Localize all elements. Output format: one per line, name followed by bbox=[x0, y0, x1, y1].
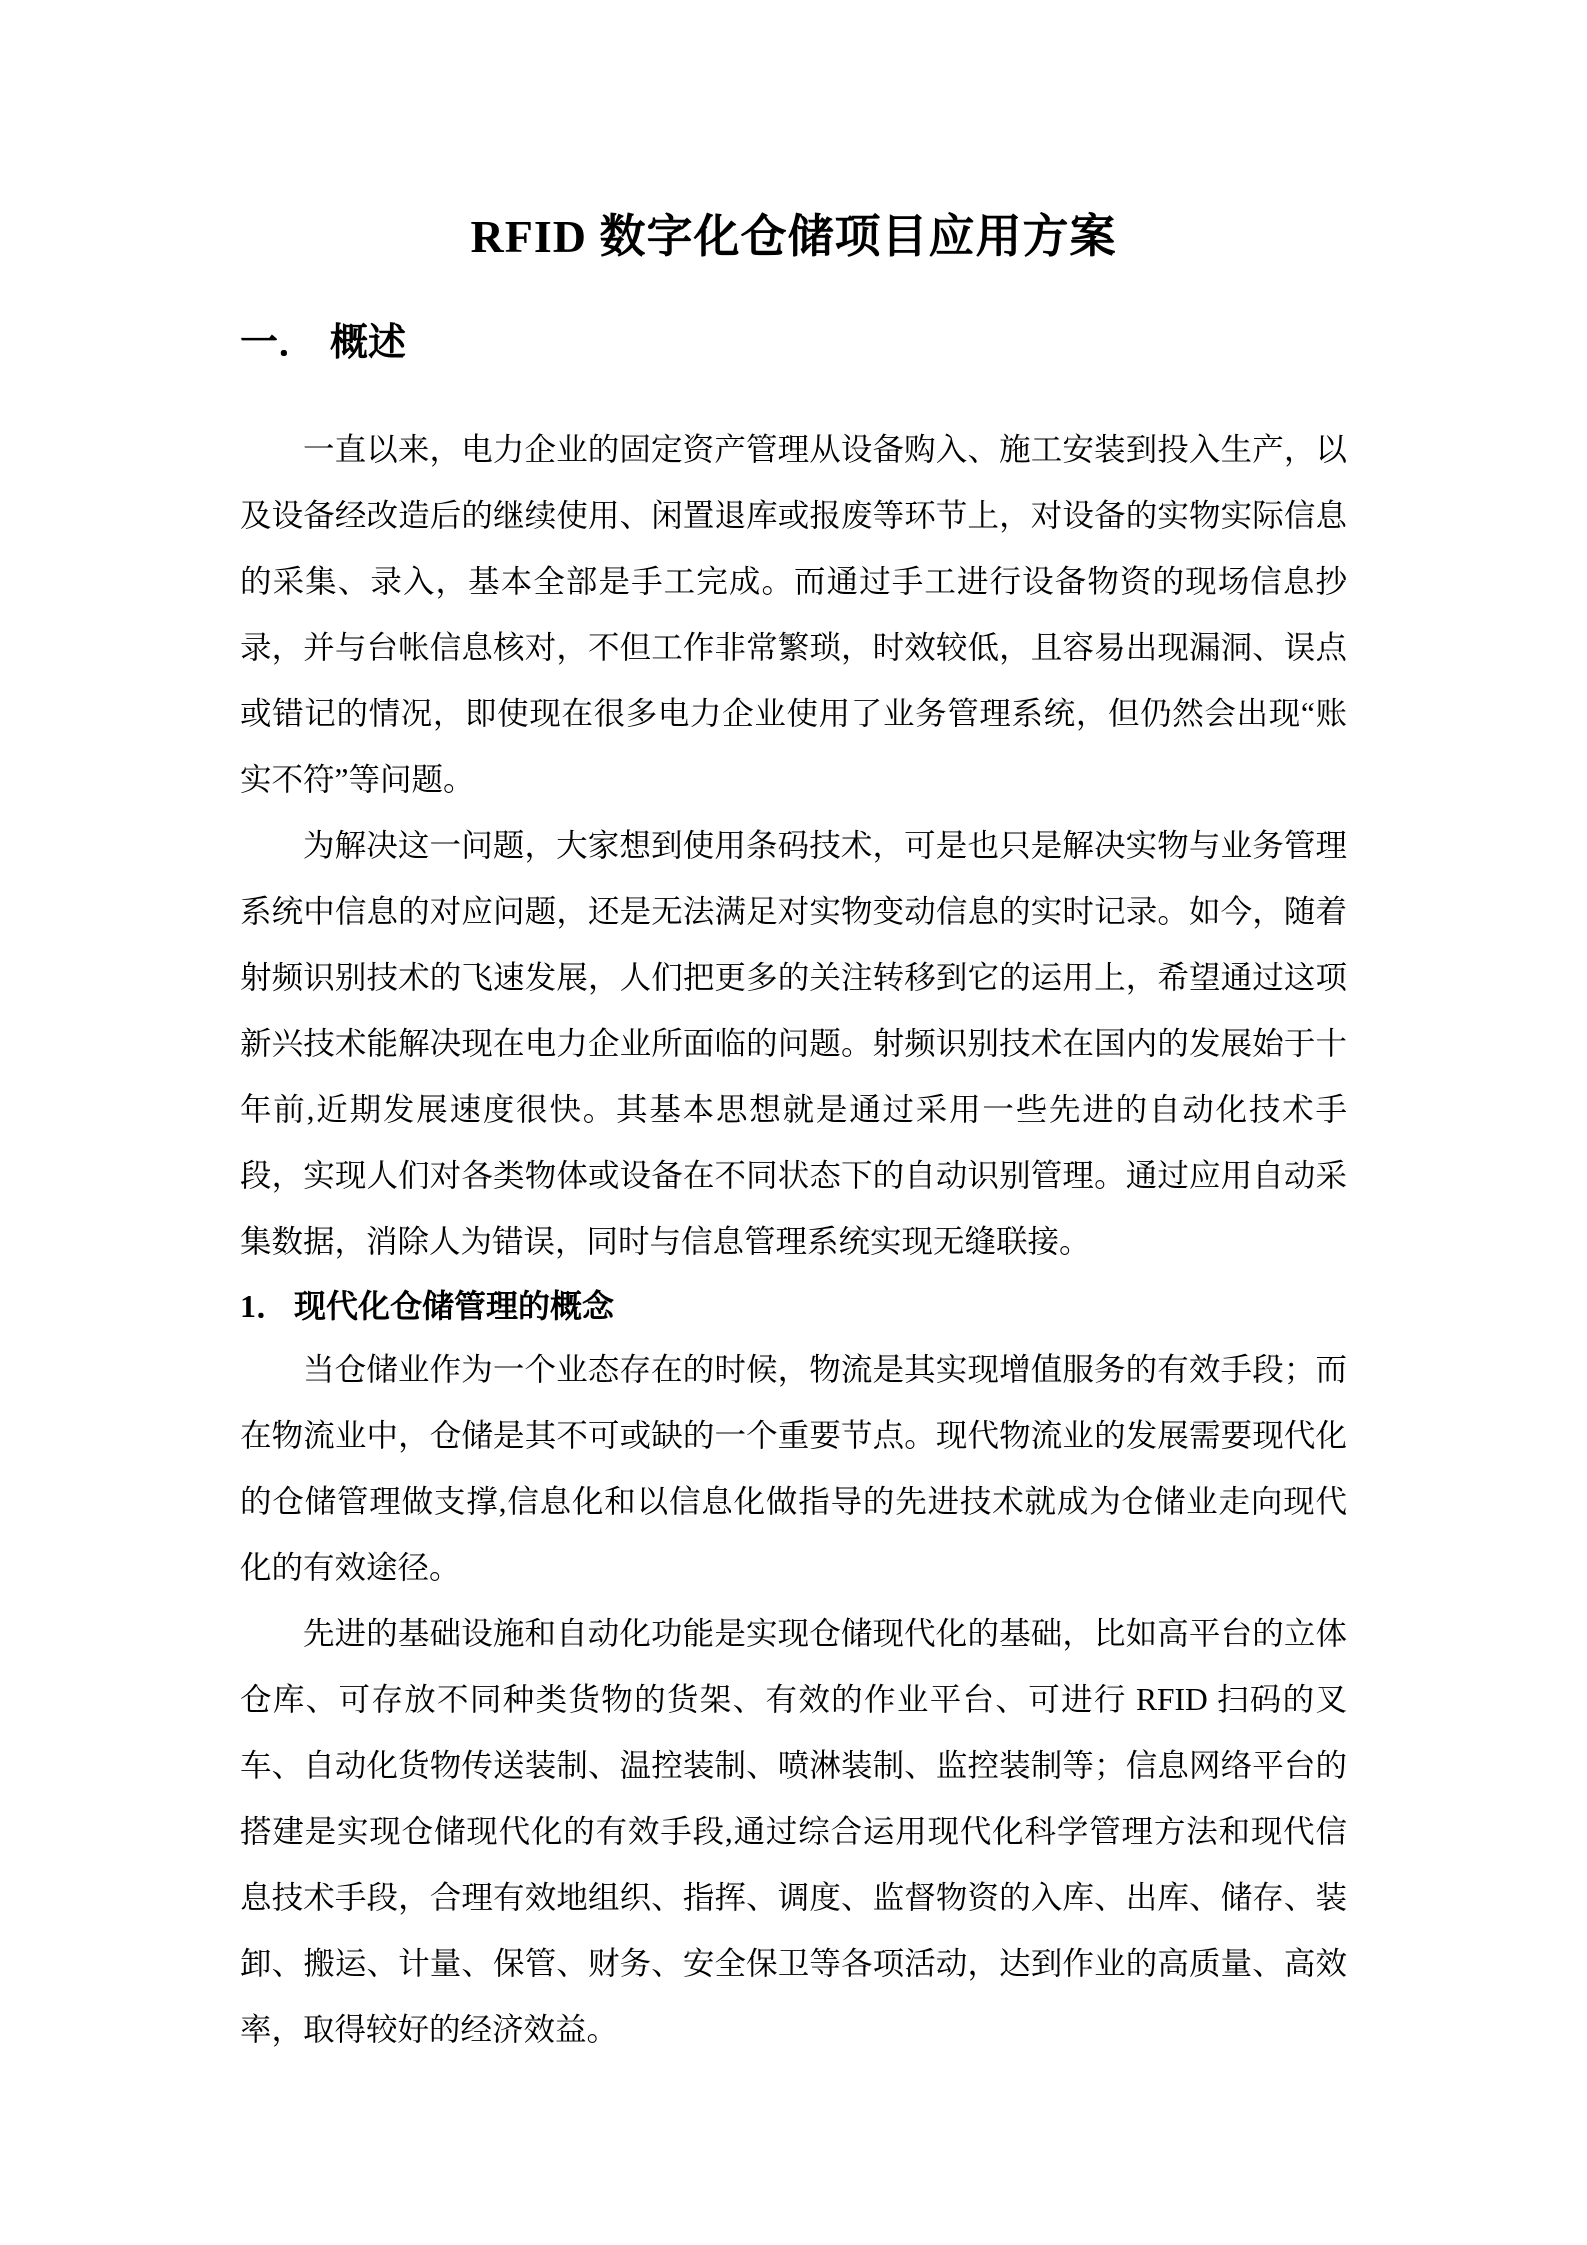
subsection-title: 现代化仓储管理的概念 bbox=[294, 1288, 615, 1324]
subsection-number: 1． bbox=[240, 1288, 289, 1324]
section-number: 一． bbox=[240, 322, 317, 364]
paragraph-overview-2: 为解决这一问题，大家想到使用条码技术，可是也只是解决实物与业务管理系统中信息的对应问题，还是无法满足对实物变动信息的实时记录。如今，随着射频识别技术的飞速发展，人们把更多的关注转移到它的运用上，希望通过这项新兴技术能解决现在电力企业所面临的问题。射频识别技术在国内的发展始于十年前,近期发展速度很快。其基本思想就是通过采用一些先进的自动化技术手段，实现人们对各类物体或设备在不同状态下的自动识别管理。通过应用自动采集数据，消除人为错误，同时与信息管理系统实现无缝联接。 bbox=[240, 828, 1347, 1259]
section-heading bbox=[240, 321, 1347, 365]
subsection-heading bbox=[240, 1275, 1347, 1337]
paragraph-warehouse-concept-1: 当仓储业作为一个业态存在的时候，物流是其实现增值服务的有效手段；而在物流业中，仓储是其不可或缺的一个重要节点。现代物流业的发展需要现代化的仓储管理做支撑,信息化和以信息化做指导的先进技术就成为仓储业走向现代化的有效途径。 bbox=[240, 1352, 1347, 1585]
paragraph-overview-1: 一直以来，电力企业的固定资产管理从设备购入、施工安装到投入生产，以及设备经改造后的继续使用、闲置退库或报废等环节上，对设备的实物实际信息的采集、录入，基本全部是手工完成。而通过手工进行设备物资的现场信息抄录，并与台帐信息核对，不但工作非常繁琐，时效较低，且容易出现漏洞、误点或错记的情况，即使现在很多电力企业使用了业务管理系统，但仍然会出现“账实不符”等问题。 bbox=[240, 432, 1347, 797]
document-title: RFID 数字化仓储项目应用方案 bbox=[470, 211, 1117, 262]
paragraph-warehouse-concept-2: 先进的基础设施和自动化功能是实现仓储现代化的基础，比如高平台的立体仓库、可存放不同种类货物的货架、有效的作业平台、可进行 RFID 扫码的叉车、自动化货物传送装制、温控装制、喷淋装制、监控装制等；信息网络平台的搭建是实现仓储现代化的有效手段,通过综合运用现代化科学管理方法和现代信息技术手段，合理有效地组织、指挥、调度、监督物资的入库、出库、储存、装卸、搬运、计量、保管、财务、安全保卫等各项活动，达到作业的高质量、高效率，取得较好的经济效益。 bbox=[240, 1616, 1347, 2047]
section-title: 概述 bbox=[330, 322, 407, 364]
